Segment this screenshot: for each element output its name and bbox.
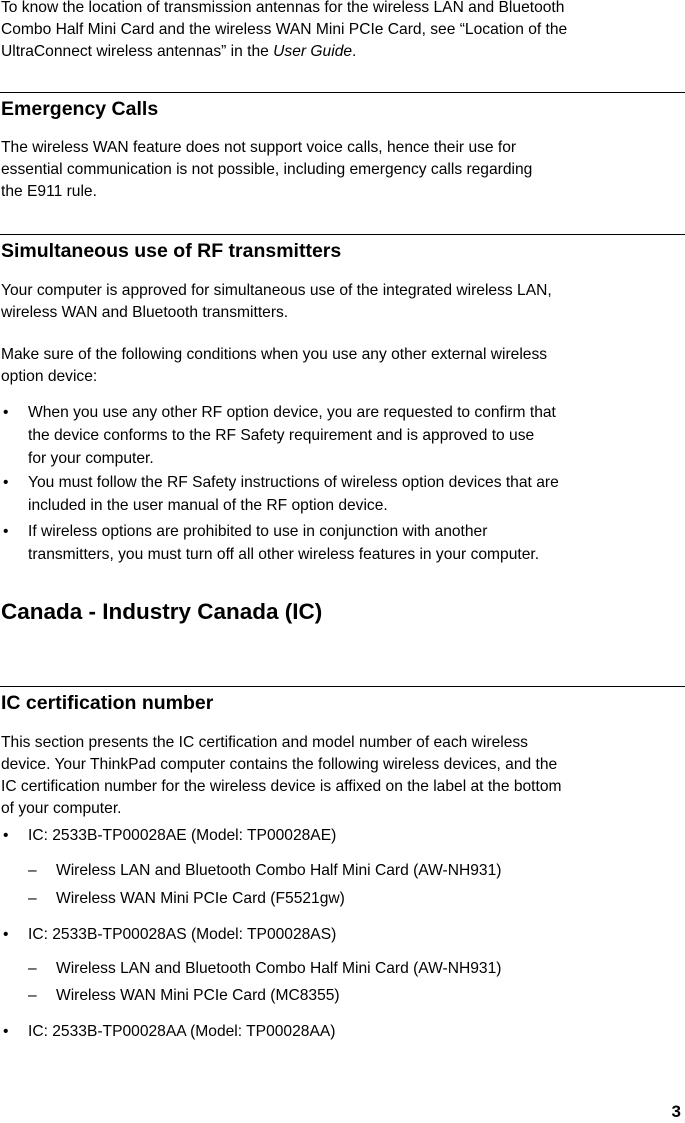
- ic-line-2: device. Your ThinkPad computer contains the following wireless devices, and the: [1, 756, 558, 773]
- section-divider-emergency: [0, 92, 685, 93]
- section-divider-ic: [0, 686, 685, 687]
- rf-bullet-3-line-2: transmitters, you must turn off all other wireless features in your computer.: [28, 546, 540, 563]
- rf-bullet-1-line-3: for your computer.: [28, 450, 154, 467]
- dash-mark: –: [28, 987, 37, 1004]
- rf-bullet-3-line-1: If wireless options are prohibited to use in conjunction with another: [28, 523, 488, 540]
- rf-bullet-1-line-1: When you use any other RF option device, you are requested to confirm that: [28, 404, 556, 421]
- bullet-mark: •: [3, 404, 9, 421]
- ic-line-4: of your computer.: [1, 800, 122, 817]
- canada-ic-heading: Canada - Industry Canada (IC): [1, 599, 323, 624]
- rf-para1-line-1: Your computer is approved for simultaneous use of the integrated wireless LAN,: [1, 282, 552, 299]
- user-guide-reference: User Guide: [273, 43, 353, 60]
- intro-line-2: Combo Half Mini Card and the wireless WAN Mini PCIe Card, see “Location of the: [1, 21, 568, 38]
- ic-entry-1-label: IC: 2533B-TP00028AE (Model: TP00028AE): [28, 827, 337, 844]
- rf-para2-line-1: Make sure of the following conditions when you use any other external wireless: [1, 346, 548, 363]
- ic-entry-3-label: IC: 2533B-TP00028AA (Model: TP00028AA): [28, 1023, 336, 1040]
- emergency-line-1: The wireless WAN feature does not support voice calls, hence their use for: [1, 139, 517, 156]
- emergency-calls-heading: Emergency Calls: [1, 98, 159, 120]
- bullet-mark: •: [3, 827, 9, 844]
- bullet-mark: •: [3, 1023, 9, 1040]
- intro-line-3: [1, 41, 685, 63]
- intro-line-3-end: .: [352, 43, 357, 60]
- ic-certification-heading: IC certification number: [1, 692, 214, 714]
- bullet-mark: •: [3, 523, 9, 540]
- emergency-line-3: the E911 rule.: [1, 183, 97, 200]
- ic-line-3: IC certification number for the wireless device is affixed on the label at the bottom: [1, 778, 562, 795]
- ic-entry-2-label: IC: 2533B-TP00028AS (Model: TP00028AS): [28, 926, 337, 943]
- emergency-line-2: essential communication is not possible, including emergency calls regarding: [1, 161, 533, 178]
- bullet-mark: •: [3, 926, 9, 943]
- dash-mark: –: [28, 960, 37, 977]
- dash-mark: –: [28, 862, 37, 879]
- ic-entry-1-item-1-text: Wireless LAN and Bluetooth Combo Half Mini Card (AW-NH931): [56, 862, 502, 879]
- bullet-mark: •: [3, 474, 9, 491]
- intro-line-3-start: UltraConnect wireless antennas” in the: [1, 43, 274, 60]
- ic-line-1: This section presents the IC certification and model number of each wireless: [1, 734, 528, 751]
- rf-bullet-2-line-2: included in the user manual of the RF option device.: [28, 497, 388, 514]
- intro-line-1: To know the location of transmission antennas for the wireless LAN and Bluetooth: [1, 0, 565, 16]
- rf-bullet-1-line-2: the device conforms to the RF Safety requirement and is approved to use: [28, 427, 535, 444]
- ic-entry-2-item-2-text: Wireless WAN Mini PCIe Card (MC8355): [56, 987, 340, 1004]
- rf-para1-line-2: wireless WAN and Bluetooth transmitters.: [1, 304, 289, 321]
- rf-transmitters-heading: Simultaneous use of RF transmitters: [1, 240, 342, 262]
- dash-mark: –: [28, 890, 37, 907]
- rf-para2-line-2: option device:: [1, 368, 98, 385]
- rf-bullet-2-line-1: You must follow the RF Safety instructions of wireless option devices that are: [28, 474, 559, 491]
- page-number: 3: [671, 1102, 681, 1121]
- ic-entry-2-item-1-text: Wireless LAN and Bluetooth Combo Half Mini Card (AW-NH931): [56, 960, 502, 977]
- ic-entry-1-item-2-text: Wireless WAN Mini PCIe Card (F5521gw): [56, 890, 345, 907]
- section-divider-rf: [0, 234, 685, 235]
